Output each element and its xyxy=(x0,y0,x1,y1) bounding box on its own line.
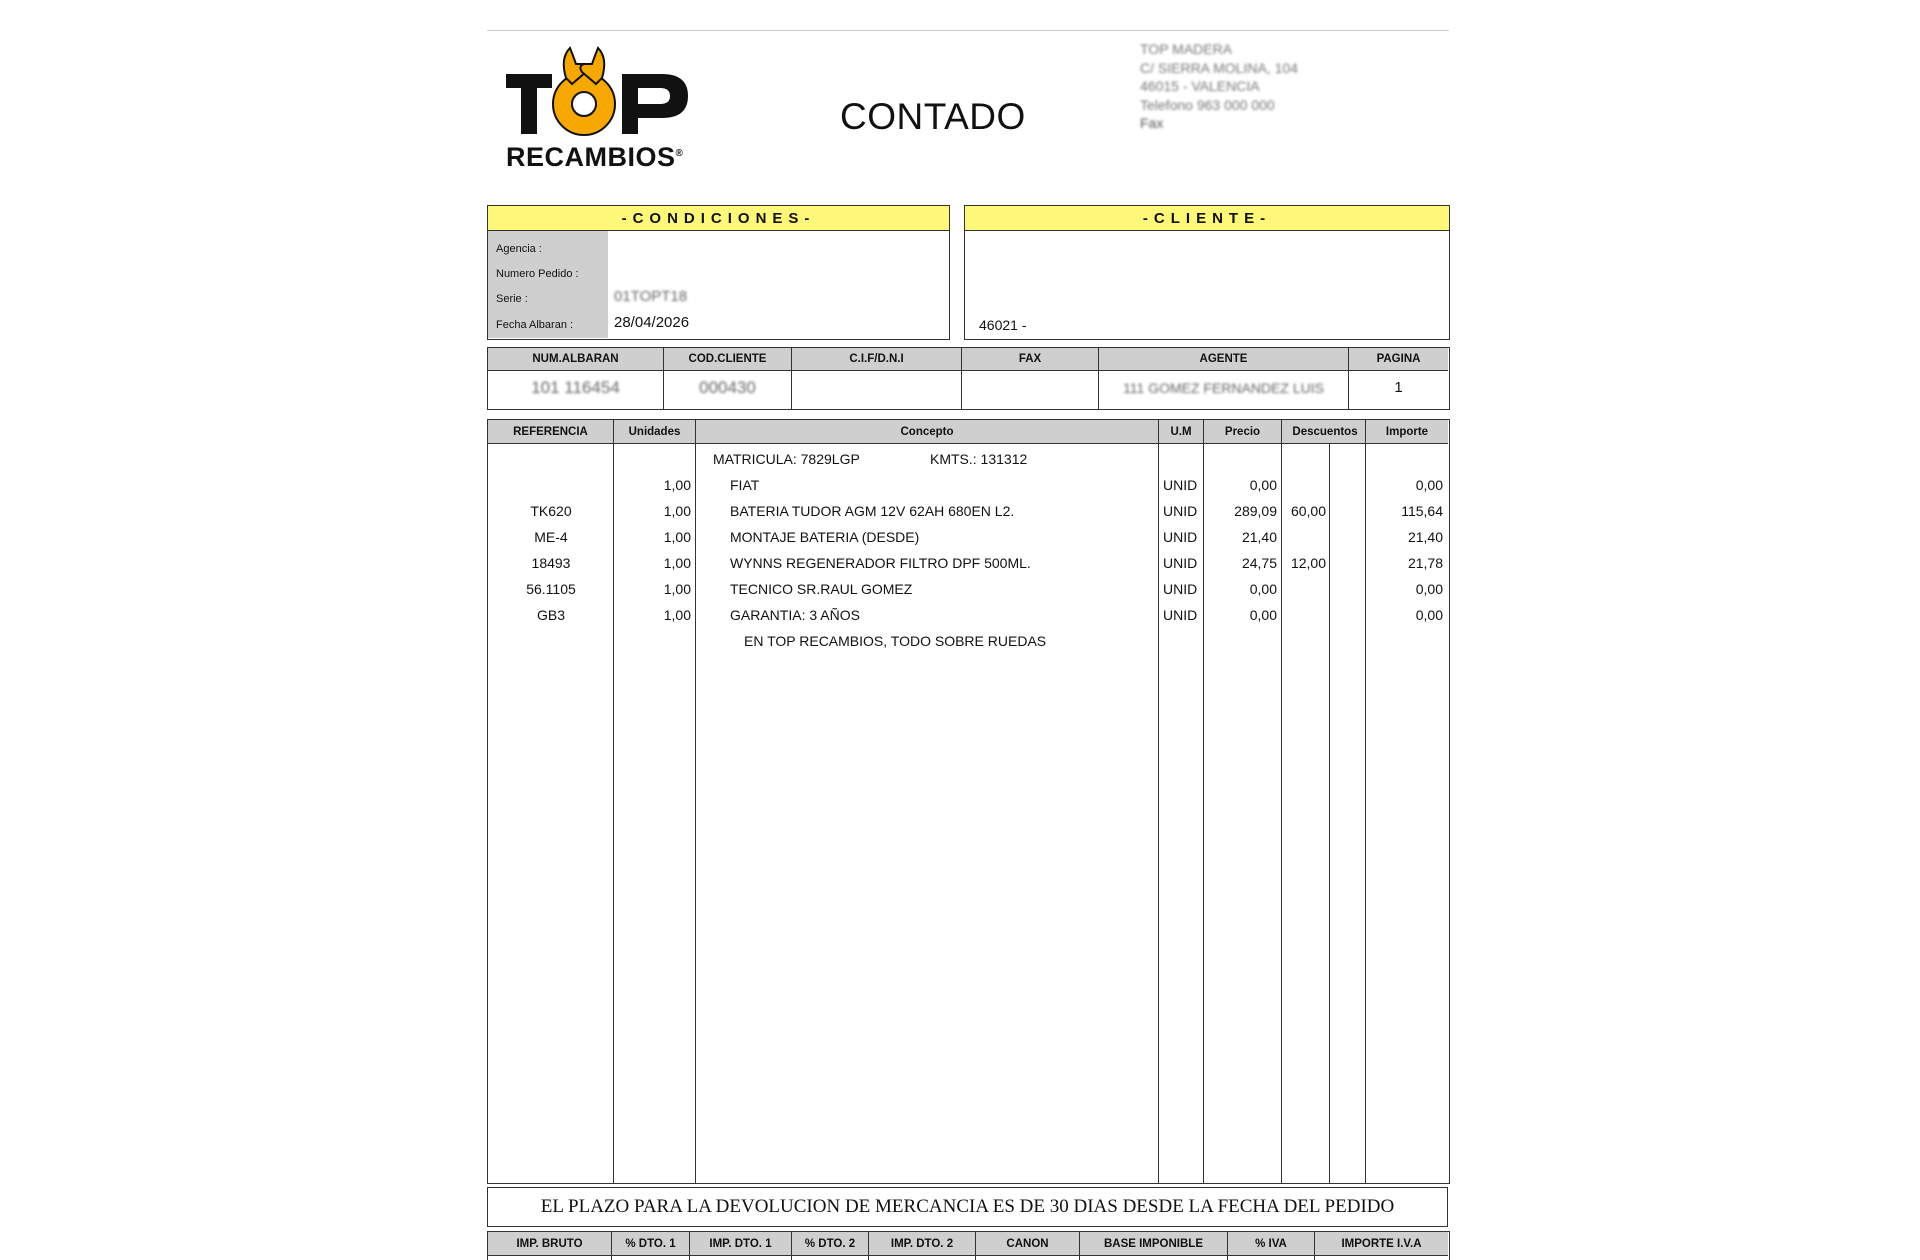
row-price: 0,00 xyxy=(1249,607,1277,623)
meta-cod-cliente xyxy=(664,348,792,409)
row-concept: TECNICO SR.RAUL GOMEZ xyxy=(730,581,913,597)
row-units: 1,00 xyxy=(663,607,691,623)
company-line: Telefono 963 000 000 xyxy=(1140,96,1275,113)
row-price: 0,00 xyxy=(1249,477,1277,493)
meta-pagina xyxy=(1349,348,1448,409)
col-header: REFERENCIA xyxy=(488,420,613,444)
col-descuento-2 xyxy=(1330,420,1366,1183)
meta-cif xyxy=(792,348,962,409)
tot-header: % DTO. 1 xyxy=(612,1232,689,1256)
row-price: 24,75 xyxy=(1241,555,1277,571)
tot-header: IMP. DTO. 1 xyxy=(690,1232,791,1256)
kmts-text: KMTS.: 131312 xyxy=(930,451,1028,467)
tot-header: IMP. DTO. 2 xyxy=(869,1232,975,1256)
meta-value: 101 116454 xyxy=(531,378,620,397)
tot-canon xyxy=(976,1232,1080,1260)
meta-header: C.I.F/D.N.I xyxy=(792,348,961,371)
col-header: U.M xyxy=(1159,420,1203,444)
row-amount: 115,64 xyxy=(1401,503,1443,519)
client-code: 46021 - xyxy=(979,317,1027,333)
tot-dto1 xyxy=(612,1232,690,1260)
row-units: 1,00 xyxy=(663,477,691,493)
meta-header: COD.CLIENTE xyxy=(664,348,791,371)
company-line: 46015 - VALENCIA xyxy=(1140,78,1260,94)
meta-header: NUM.ALBARAN xyxy=(488,348,663,371)
row-um: UNID xyxy=(1163,607,1198,623)
logo-top-graphic xyxy=(504,38,704,138)
value-fecha-albaran: 28/04/2026 xyxy=(614,314,690,331)
tot-imp-dto2 xyxy=(869,1232,976,1260)
row-um: UNID xyxy=(1163,555,1198,571)
col-header: Descuentos xyxy=(1282,420,1368,444)
totals-table xyxy=(487,1231,1450,1260)
col-header: Precio xyxy=(1204,420,1281,444)
tot-header: IMP. BRUTO xyxy=(488,1232,611,1256)
row-discount: 60,00 xyxy=(1290,503,1326,519)
row-price: 289,09 xyxy=(1234,503,1277,519)
company-line: C/ SIERRA MOLINA, 104 xyxy=(1140,59,1298,76)
row-units: 1,00 xyxy=(663,529,691,545)
row-price: 21,40 xyxy=(1241,529,1277,545)
row-price: 0,00 xyxy=(1249,581,1277,597)
row-ref: TK620 xyxy=(530,503,572,519)
row-ref: GB3 xyxy=(536,607,565,623)
value-serie: 01TOPT18 xyxy=(614,288,688,305)
tot-base-imponible xyxy=(1080,1232,1228,1260)
tot-header: % IVA xyxy=(1228,1232,1314,1256)
meta-value: 111 GOMEZ FERNANDEZ LUIS xyxy=(1123,380,1324,396)
row-ref: 18493 xyxy=(531,555,571,571)
label-serie: Serie : xyxy=(496,293,528,305)
meta-header: AGENTE xyxy=(1099,348,1348,371)
row-units: 1,00 xyxy=(663,581,691,597)
tot-imp-dto1 xyxy=(690,1232,792,1260)
col-header: Concepto xyxy=(696,420,1158,444)
row-um: UNID xyxy=(1163,503,1198,519)
top-recambios-logo xyxy=(504,38,704,173)
conditions-box xyxy=(487,205,950,340)
tot-importe-iva xyxy=(1315,1232,1448,1260)
row-ref: 56.1105 xyxy=(526,581,576,597)
col-header: Unidades xyxy=(614,420,695,444)
meta-fax xyxy=(962,348,1099,409)
row-concept: GARANTIA: 3 AÑOS xyxy=(730,607,860,623)
row-concept: MONTAJE BATERIA (DESDE) xyxy=(730,529,920,545)
label-numero-pedido: Numero Pedido : xyxy=(496,268,579,280)
row-units: 1,00 xyxy=(663,503,691,519)
tot-header: % DTO. 2 xyxy=(792,1232,868,1256)
top-rule xyxy=(487,30,1449,31)
row-concept: BATERIA TUDOR AGM 12V 62AH 680EN L2. xyxy=(730,503,1015,519)
logo-recambios-text: RECAMBIOS® xyxy=(506,142,684,172)
row-concept: FIAT xyxy=(730,477,760,493)
company-fax: Fax xyxy=(1140,115,1164,131)
row-um: UNID xyxy=(1163,581,1198,597)
label-agencia: Agencia : xyxy=(496,243,542,255)
document-meta-table xyxy=(487,347,1450,410)
row-units: 1,00 xyxy=(663,555,691,571)
client-title: -CLIENTE- xyxy=(965,206,1449,231)
row-um: UNID xyxy=(1163,477,1198,493)
tot-header: BASE IMPONIBLE xyxy=(1080,1232,1227,1256)
meta-value: 000430 xyxy=(699,378,756,397)
company-line: TOP MADERA xyxy=(1140,41,1233,57)
tot-header: CANON xyxy=(976,1232,1079,1256)
tot-iva xyxy=(1228,1232,1315,1260)
line-items-table xyxy=(487,419,1450,1184)
row-amount: 21,78 xyxy=(1407,555,1443,571)
meta-agente xyxy=(1099,348,1349,409)
tot-imp-bruto xyxy=(488,1232,612,1260)
row-amount: 0,00 xyxy=(1415,477,1443,493)
meta-value: 1 xyxy=(1394,379,1403,396)
company-address-block xyxy=(1140,40,1298,133)
row-amount: 21,40 xyxy=(1407,529,1443,545)
tot-header: IMPORTE I.V.A xyxy=(1315,1232,1448,1256)
meta-header: FAX xyxy=(962,348,1098,371)
document-type-title: CONTADO xyxy=(840,96,1026,137)
tot-dto2 xyxy=(792,1232,869,1260)
row-amount: 0,00 xyxy=(1415,581,1443,597)
col-header: Importe xyxy=(1366,420,1448,444)
meta-num-albaran xyxy=(488,348,664,409)
row-ref: ME-4 xyxy=(534,529,568,545)
matricula-text: MATRICULA: 7829LGP xyxy=(713,451,860,467)
meta-header: PAGINA xyxy=(1349,348,1448,371)
return-policy-notice: EL PLAZO PARA LA DEVOLUCION DE MERCANCIA ES DE 30 DIAS DESDE LA FECHA DEL PEDIDO xyxy=(487,1187,1448,1227)
conditions-title: -CONDICIONES- xyxy=(488,206,949,231)
col-header xyxy=(1330,420,1365,444)
client-box xyxy=(964,205,1450,340)
row-discount: 12,00 xyxy=(1290,555,1326,571)
row-um: UNID xyxy=(1163,529,1198,545)
row-amount: 0,00 xyxy=(1415,607,1443,623)
row-concept: WYNNS REGENERADOR FILTRO DPF 500ML. xyxy=(730,555,1031,571)
col-descuento-1 xyxy=(1282,420,1358,1183)
label-fecha-albaran: Fecha Albaran : xyxy=(496,319,574,331)
slogan-text: EN TOP RECAMBIOS, TODO SOBRE RUEDAS xyxy=(744,633,1047,649)
